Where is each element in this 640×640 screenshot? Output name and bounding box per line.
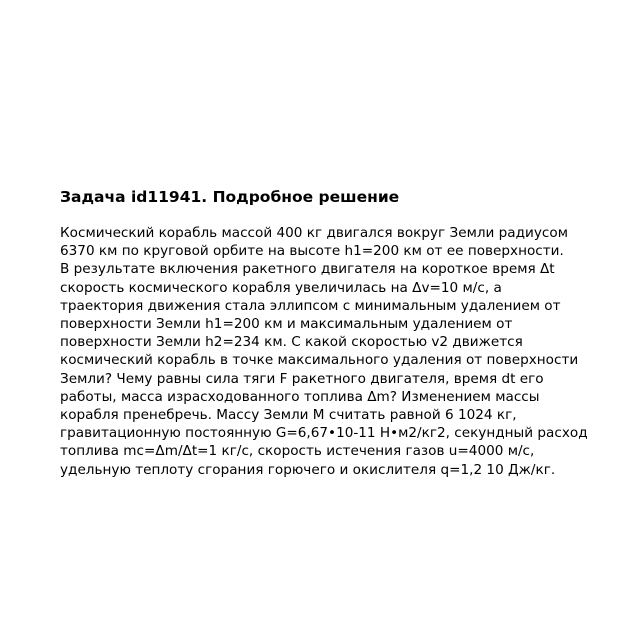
statement-line: гравитационную постоянную G=6,67•10-11 Н•м2/кг2, секундный расход — [60, 425, 588, 442]
statement-line: космический корабль в точке максимального удаления от поверхности — [60, 352, 579, 369]
statement-line: скорость космического корабля увеличилась на Δv=10 м/с, а — [60, 279, 502, 296]
problem-content — [60, 187, 590, 479]
statement-line: Космический корабль массой 400 кг двигался вокруг Земли радиусом — [60, 225, 568, 241]
statement-line: поверхности Земли h1=200 км и максимальным удалением от — [60, 316, 513, 333]
statement-line: траектория движения стала эллипсом с минимальным удалением от — [60, 297, 561, 314]
statement-line: 6370 км по круговой орбите на высоте h1=200 км от ее поверхности. — [60, 243, 564, 260]
statement-line: удельную теплоту сгорания горючего и окислителя q=1,2 10 Дж/кг. — [60, 461, 556, 478]
statement-line: Земли? Чему равны сила тяги F ракетного двигателя, время dt его — [60, 370, 544, 387]
problem-title: Задача id11941. Подробное решение — [60, 188, 400, 206]
problem-statement — [60, 224, 590, 479]
statement-line: поверхности Земли h2=234 км. С какой скоростью v2 движется — [60, 334, 523, 351]
statement-line: корабля пренебречь. Массу Земли M считать равной 6 1024 кг, — [60, 407, 517, 424]
statement-line: топлива mc=Δm/Δt=1 кг/с, скорость истечения газов u=4000 м/с, — [60, 443, 535, 460]
statement-line: работы, масса израсходованного топлива Δm? Изменением массы — [60, 388, 540, 405]
statement-line: В результате включения ракетного двигателя на короткое время Δt — [60, 261, 555, 278]
